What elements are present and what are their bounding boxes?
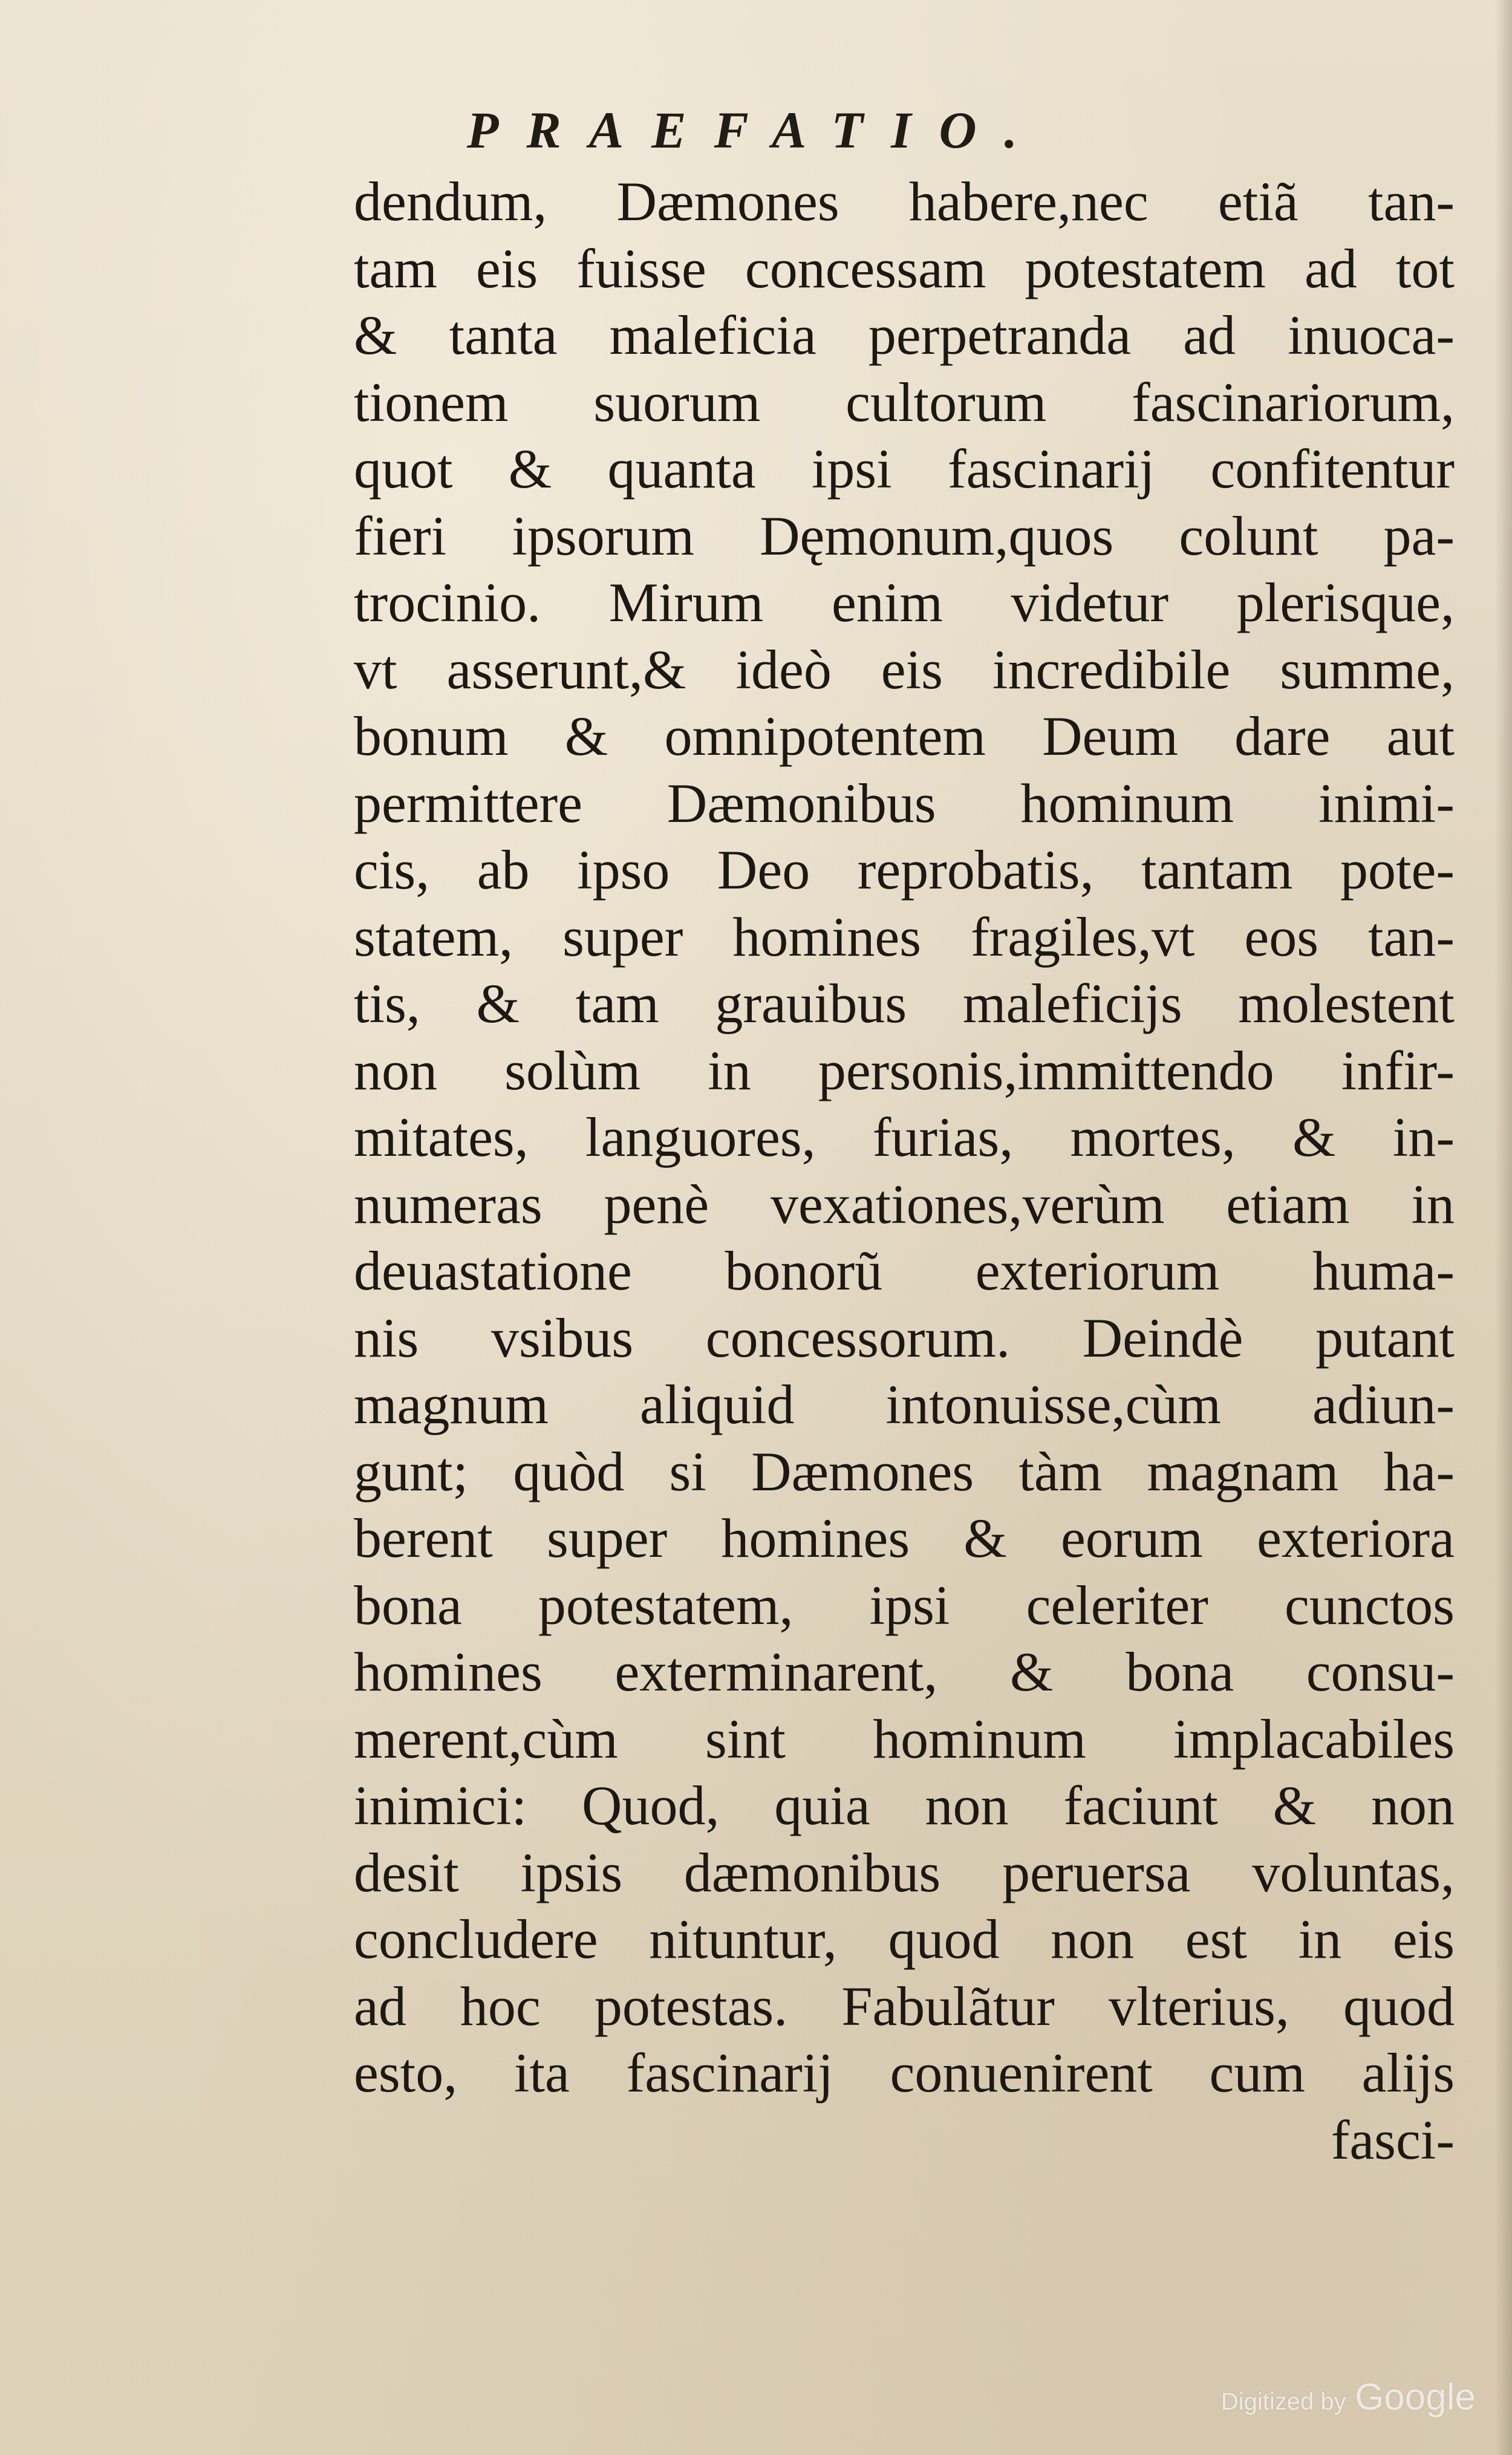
- text-line: deuastatione bonorũ exteriorum huma-: [354, 1240, 1455, 1302]
- text-line: cis, ab ipso Deo reprobatis, tantam pote-: [354, 839, 1455, 901]
- text-line: permittere Dæmonibus hominum inimi-: [354, 772, 1455, 834]
- text-line: gunt; quòd si Dæmones tàm magnam ha-: [354, 1440, 1455, 1502]
- text-line: bona potestatem, ipsi celeriter cunctos: [354, 1574, 1455, 1636]
- text-line: mitates, languores, furias, mortes, & in-: [354, 1106, 1455, 1168]
- text-line: trocinio. Mirum enim videtur plerisque,: [354, 572, 1455, 633]
- page-edge-shadow: [1495, 0, 1512, 2455]
- watermark-prefix: Digitized by: [1220, 2388, 1346, 2415]
- text-line: esto, ita fascinarij conuenirent cum alijs: [354, 2042, 1455, 2104]
- text-line: nis vsibus concessorum. Deindè putant: [354, 1306, 1455, 1369]
- running-title: PRAEFATIO.: [466, 101, 1046, 159]
- text-line: tionem suorum cultorum fascinariorum,: [354, 371, 1455, 433]
- text-line: dendum, Dæmones habere,nec etiã tan-: [354, 171, 1455, 232]
- text-line: tis, & tam grauibus maleficijs molestent: [354, 973, 1455, 1034]
- body-text: [354, 168, 1455, 2173]
- text-line: tam eis fuisse concessam potestatem ad tot: [354, 237, 1455, 299]
- text-line: homines exterminarent, & bona consu-: [354, 1641, 1455, 1703]
- text-line: merent,cùm sint hominum implacabiles: [354, 1707, 1455, 1770]
- catchword: fasci-: [1331, 2108, 1455, 2171]
- text-line: non solùm in personis,immittendo infir-: [354, 1039, 1455, 1101]
- text-line: quot & quanta ipsi fascinarij confitentur: [354, 438, 1455, 500]
- text-line: inimici: Quod, quia non faciunt & non: [354, 1775, 1455, 1836]
- text-line: numeras penè vexationes,verùm etiam in: [354, 1173, 1455, 1235]
- text-line: fieri ipsorum Dęmonum,quos colunt pa-: [354, 504, 1455, 567]
- text-line: desit ipsis dæmonibus peruersa voluntas,: [354, 1841, 1455, 1903]
- text-line: & tanta maleficia perpetranda ad inuoca-: [354, 304, 1455, 366]
- watermark-brand: Google: [1355, 2376, 1476, 2418]
- text-line: ad hoc potestas. Fabulãtur vlterius, quod: [354, 1975, 1455, 2037]
- digitization-watermark: [1221, 2376, 1476, 2419]
- text-line: concludere nituntur, quod non est in eis: [354, 1908, 1455, 1970]
- text-line: magnum aliquid intonuisse,cùm adiun-: [354, 1374, 1455, 1435]
- text-line: bonum & omnipotentem Deum dare aut: [354, 705, 1455, 767]
- text-line: statem, super homines fragiles,vt eos tan-: [354, 905, 1455, 968]
- text-line: vt asserunt,& ideò eis incredibile summe,: [354, 638, 1455, 700]
- text-line: berent super homines & eorum exteriora: [354, 1507, 1455, 1569]
